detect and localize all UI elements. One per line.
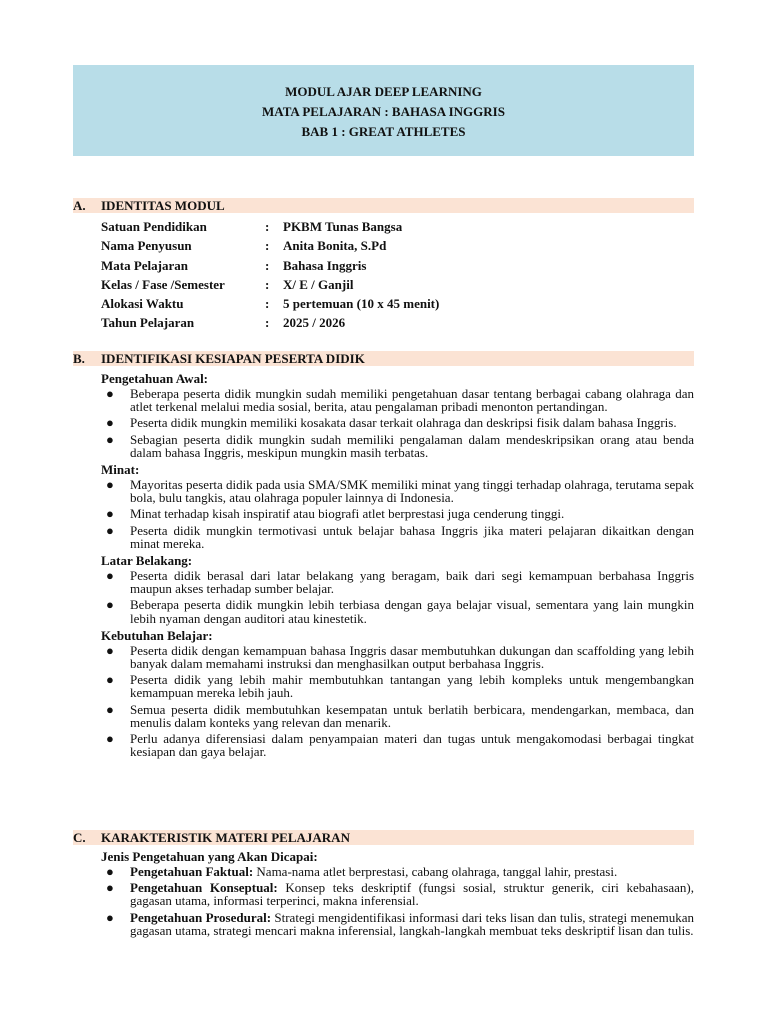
identity-colon: :: [265, 315, 270, 331]
list-item: ● Minat terhadap kisah inspiratif atau biografi atlet berprestasi juga cenderung tinggi.: [106, 506, 565, 522]
identity-row: [101, 294, 694, 313]
identity-table: [101, 217, 694, 333]
list-item: ● Pengetahuan Faktual: Nama-nama atlet berprestasi, cabang olahraga, tanggal lahir, prestasi.: [106, 864, 618, 879]
identity-value: 2025 / 2026: [283, 315, 346, 331]
group-title: Minat:: [101, 462, 140, 478]
identity-label: Nama Penyusun: [101, 238, 192, 254]
identity-row: [101, 275, 694, 294]
bullet-list: [101, 478, 694, 550]
list-item: ● Perlu adanya diferensiasi dalam penyampaian materi dan tugas untuk mengakomodasi berbagai tingkat kesiapan dan gaya belajar.: [106, 731, 694, 760]
bullet-icon: ●: [106, 568, 114, 584]
identity-colon: :: [265, 276, 270, 292]
identity-label: Mata Pelajaran: [101, 257, 189, 273]
list-item: ● Semua peserta didik membutuhkan kesempatan untuk berlatih berbicara, mendengarkan, membaca, dan menulis dalam konteks yang relevan dan menarik.: [106, 701, 694, 730]
bullet-icon: ●: [106, 522, 114, 538]
bullet-list: [101, 569, 694, 625]
group-title: Pengetahuan Awal:: [101, 371, 209, 386]
identity-colon: :: [265, 257, 270, 273]
section-letter: A.: [73, 198, 86, 213]
bullet-icon: ●: [106, 597, 114, 613]
identity-colon: :: [265, 219, 270, 234]
bullet-icon: ●: [106, 701, 114, 717]
bullet-icon: ●: [106, 731, 114, 747]
section-b-heading: [73, 351, 694, 366]
group-title: Latar Belakang:: [101, 553, 193, 569]
readiness-block: [101, 371, 694, 761]
identity-label: Alokasi Waktu: [101, 296, 184, 312]
identity-value: Bahasa Inggris: [283, 257, 367, 273]
section-a-heading: [73, 198, 694, 213]
list-item: ● Peserta didik yang lebih mahir membutuhkan tantangan yang lebih kompleks untuk mengembangkan kemampuan mereka lebih jauh.: [106, 672, 694, 701]
group-title: Jenis Pengetahuan yang Akan Dicapai:: [101, 849, 318, 864]
bullet-icon: ●: [106, 880, 114, 896]
item-term: Pengetahuan Konseptual:: [130, 880, 278, 896]
item-term: Pengetahuan Faktual:: [130, 864, 254, 879]
bullet-icon: ●: [106, 864, 114, 879]
identity-value: 5 pertemuan (10 x 45 menit): [283, 296, 440, 312]
identity-value: X/ E / Ganjil: [283, 276, 354, 292]
group-title: Kebutuhan Belajar:: [101, 627, 213, 643]
list-item: ● Mayoritas peserta didik pada usia SMA/SMK memiliki minat yang tinggi terhadap olahraga, terutama sepak bola, bulu tangkis, atau olahraga populer lainnya di Indonesia.: [106, 477, 694, 506]
title-line-1: MODUL AJAR DEEP LEARNING: [285, 84, 482, 99]
list-item: ● Beberapa peserta didik mungkin sudah memiliki pengetahuan dasar tentang berbagai cabang olahraga dan atlet terkenal melalui media sosial, berita, atau pengalaman pribadi menonton pertandingan.: [106, 386, 694, 415]
identity-label: Satuan Pendidikan: [101, 219, 207, 234]
item-term: Pengetahuan Prosedural:: [130, 909, 272, 925]
list-item: ● Beberapa peserta didik mungkin lebih terbiasa dengan gaya belajar visual, sementara yang lain mungkin lebih nyaman dengan auditori atau kinestetik.: [106, 597, 694, 626]
identity-value: Anita Bonita, S.Pd: [283, 238, 387, 254]
list-item: ● Pengetahuan Konseptual: Konsep teks deskriptif (fungsi sosial, struktur generik, ciri kebahasaan), gagasan utama, informasi terperinci, makna inferensial.: [106, 880, 695, 909]
section-title: IDENTIFIKASI KESIAPAN PESERTA DIDIK: [101, 351, 365, 366]
section-title: IDENTITAS MODUL: [101, 198, 225, 213]
identity-label: Kelas / Fase /Semester: [101, 276, 225, 292]
bullet-list: [101, 644, 694, 759]
identity-colon: :: [265, 296, 270, 312]
bullet-icon: ●: [106, 415, 114, 431]
title-box: [73, 65, 694, 156]
bullet-icon: ●: [106, 477, 114, 493]
section-title: KARAKTERISTIK MATERI PELAJARAN: [101, 830, 350, 845]
list-item: ● Sebagian peserta didik mungkin sudah memiliki pengalaman dalam mendeskripsikan orang atau benda dalam bahasa Inggris, meskipun mungkin masih terbatas.: [106, 431, 694, 460]
title-line-3: BAB 1 : GREAT ATHLETES: [301, 124, 466, 139]
section-c-heading: [73, 830, 694, 845]
material-block: [101, 849, 694, 940]
list-item: ● Peserta didik berasal dari latar belakang yang beragam, baik dari segi kemampuan berbahasa Inggris maupun akses terhadap sumber belajar.: [106, 568, 694, 597]
list-item: ● Peserta didik dengan kemampuan bahasa Inggris dasar membutuhkan dukungan dan scaffolding yang lebih banyak dalam memahami instruksi dan menghasilkan output berbahasa Inggris.: [106, 642, 694, 672]
identity-row: [101, 313, 694, 332]
bullet-list: [101, 387, 694, 459]
section-letter: B.: [73, 351, 85, 366]
list-item: ● Pengetahuan Prosedural: Strategi mengidentifikasi informasi dari teks lisan dan tulis, strategi menemukan gagasan utama, strategi mencari makna inferensial, langkah-langkah membuat teks deskriptif lisan dan tulis.: [106, 909, 694, 938]
list-item: ● Peserta didik mungkin termotivasi untuk belajar bahasa Inggris jika materi pelajaran dikaitkan dengan minat mereka.: [106, 522, 694, 551]
identity-row: [101, 236, 694, 255]
identity-row: [101, 256, 694, 275]
bullet-icon: ●: [106, 672, 114, 688]
title-line-2: MATA PELAJARAN : BAHASA INGGRIS: [262, 104, 505, 119]
section-letter: C.: [73, 830, 86, 845]
identity-value: PKBM Tunas Bangsa: [283, 219, 403, 234]
bullet-icon: ●: [106, 642, 114, 658]
bullet-list: [101, 865, 694, 937]
bullet-icon: ●: [106, 386, 114, 401]
identity-label: Tahun Pelajaran: [101, 315, 195, 331]
list-item: ● Peserta didik mungkin memiliki kosakata dasar terkait olahraga dan deskripsi fisik dalam bahasa Inggris.: [106, 415, 677, 431]
identity-row: [101, 217, 694, 236]
bullet-icon: ●: [106, 431, 114, 447]
bullet-icon: ●: [106, 506, 114, 522]
bullet-icon: ●: [106, 909, 114, 925]
identity-colon: :: [265, 238, 270, 254]
